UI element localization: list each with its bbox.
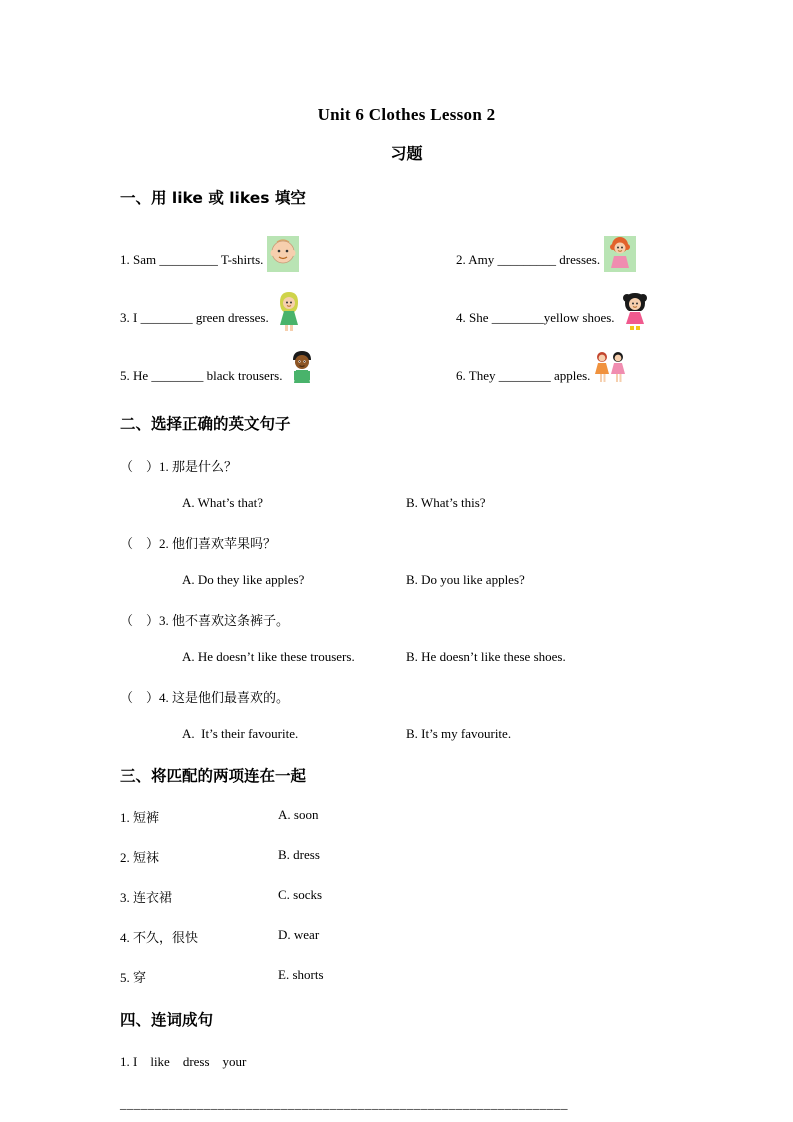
match-left-term: 3. 连衣裙 xyxy=(120,890,173,905)
question-4-text: （ ）4. 这是他们最喜欢的。 xyxy=(120,690,290,705)
dark-hair-girl-image xyxy=(617,290,653,332)
fill-item-2 xyxy=(456,232,693,274)
matching-block xyxy=(120,807,693,986)
option-a: A. He doesn’t like these trousers. xyxy=(182,649,355,664)
section4-heading: 四、连词成句 xyxy=(120,1011,214,1029)
question-3-text: （ ）3. 他不喜欢这条裤子。 xyxy=(120,613,290,628)
fill-item-text: 2. Amy _________ dresses. xyxy=(456,252,601,267)
fill-item-text: 4. She ________yellow shoes. xyxy=(456,310,615,325)
boy-image xyxy=(284,348,320,390)
option-b: B. He doesn’t like these shoes. xyxy=(406,649,566,664)
page-title: Unit 6 Clothes Lesson 2 xyxy=(317,105,496,124)
option-b: B. It’s my favourite. xyxy=(406,726,512,741)
question-1-text: （ ）1. 那是什么？ xyxy=(120,459,238,474)
fill-item-text: 1. Sam _________ T-shirts. xyxy=(120,252,264,267)
match-right-term: D. wear xyxy=(278,927,320,942)
question-2-text: （ ）2. 他们喜欢苹果吗？ xyxy=(120,536,277,551)
sentence-words-line: 1. I like dress your xyxy=(120,1054,247,1069)
two-girls-image xyxy=(592,348,628,390)
match-row-4 xyxy=(120,927,693,946)
section2-heading: 二、选择正确的英文句子 xyxy=(120,415,291,433)
match-right-term: A. soon xyxy=(278,807,319,822)
match-left-term: 4. 不久，很快 xyxy=(120,930,199,945)
page-subtitle: 习题 xyxy=(390,144,423,163)
match-row-1 xyxy=(120,807,693,826)
match-right-term: B. dress xyxy=(278,847,320,862)
option-b: B. Do you like apples? xyxy=(406,572,525,587)
blonde-girl-image xyxy=(271,290,307,332)
fill-row xyxy=(120,226,693,274)
match-right-term: E. shorts xyxy=(278,967,324,982)
fill-item-5 xyxy=(120,348,456,390)
fill-item-text: 5. He ________ black trousers. xyxy=(120,368,283,383)
match-row-5 xyxy=(120,967,693,986)
option-a: A. Do they like apples? xyxy=(182,572,305,587)
option-a: A. What’s that? xyxy=(182,495,263,510)
match-left-term: 5. 穿 xyxy=(120,970,147,985)
match-row-3 xyxy=(120,887,693,906)
fill-item-1 xyxy=(120,232,456,274)
option-b: B. What’s this? xyxy=(406,495,486,510)
fill-row xyxy=(120,284,693,332)
section3-heading: 三、将匹配的两项连在一起 xyxy=(120,767,307,785)
fill-item-6 xyxy=(456,348,693,390)
fill-row xyxy=(120,342,693,390)
match-row-2 xyxy=(120,847,693,866)
orange-hair-girl-image xyxy=(602,232,638,274)
question-2-options xyxy=(182,572,693,588)
fill-item-text: 6. They ________ apples. xyxy=(456,368,591,383)
question-4-options xyxy=(182,726,693,742)
fill-item-3 xyxy=(120,290,456,332)
match-left-term: 1. 短裤 xyxy=(120,810,160,825)
bald-boy-image xyxy=(265,232,301,274)
question-3-options xyxy=(182,649,693,665)
fill-in-grid xyxy=(120,226,693,390)
section1-heading: 一、用 like 或 likes 填空 xyxy=(120,189,306,207)
question-1-options xyxy=(182,495,693,511)
match-right-term: C. socks xyxy=(278,887,323,902)
fill-item-4 xyxy=(456,290,693,332)
option-a: A. It’s their favourite. xyxy=(182,726,299,741)
answer-blank-line: ________________________________________________________________ xyxy=(120,1096,568,1111)
match-left-term: 2. 短袜 xyxy=(120,850,160,865)
question-block xyxy=(120,456,693,742)
fill-item-text: 3. I ________ green dresses. xyxy=(120,310,269,325)
